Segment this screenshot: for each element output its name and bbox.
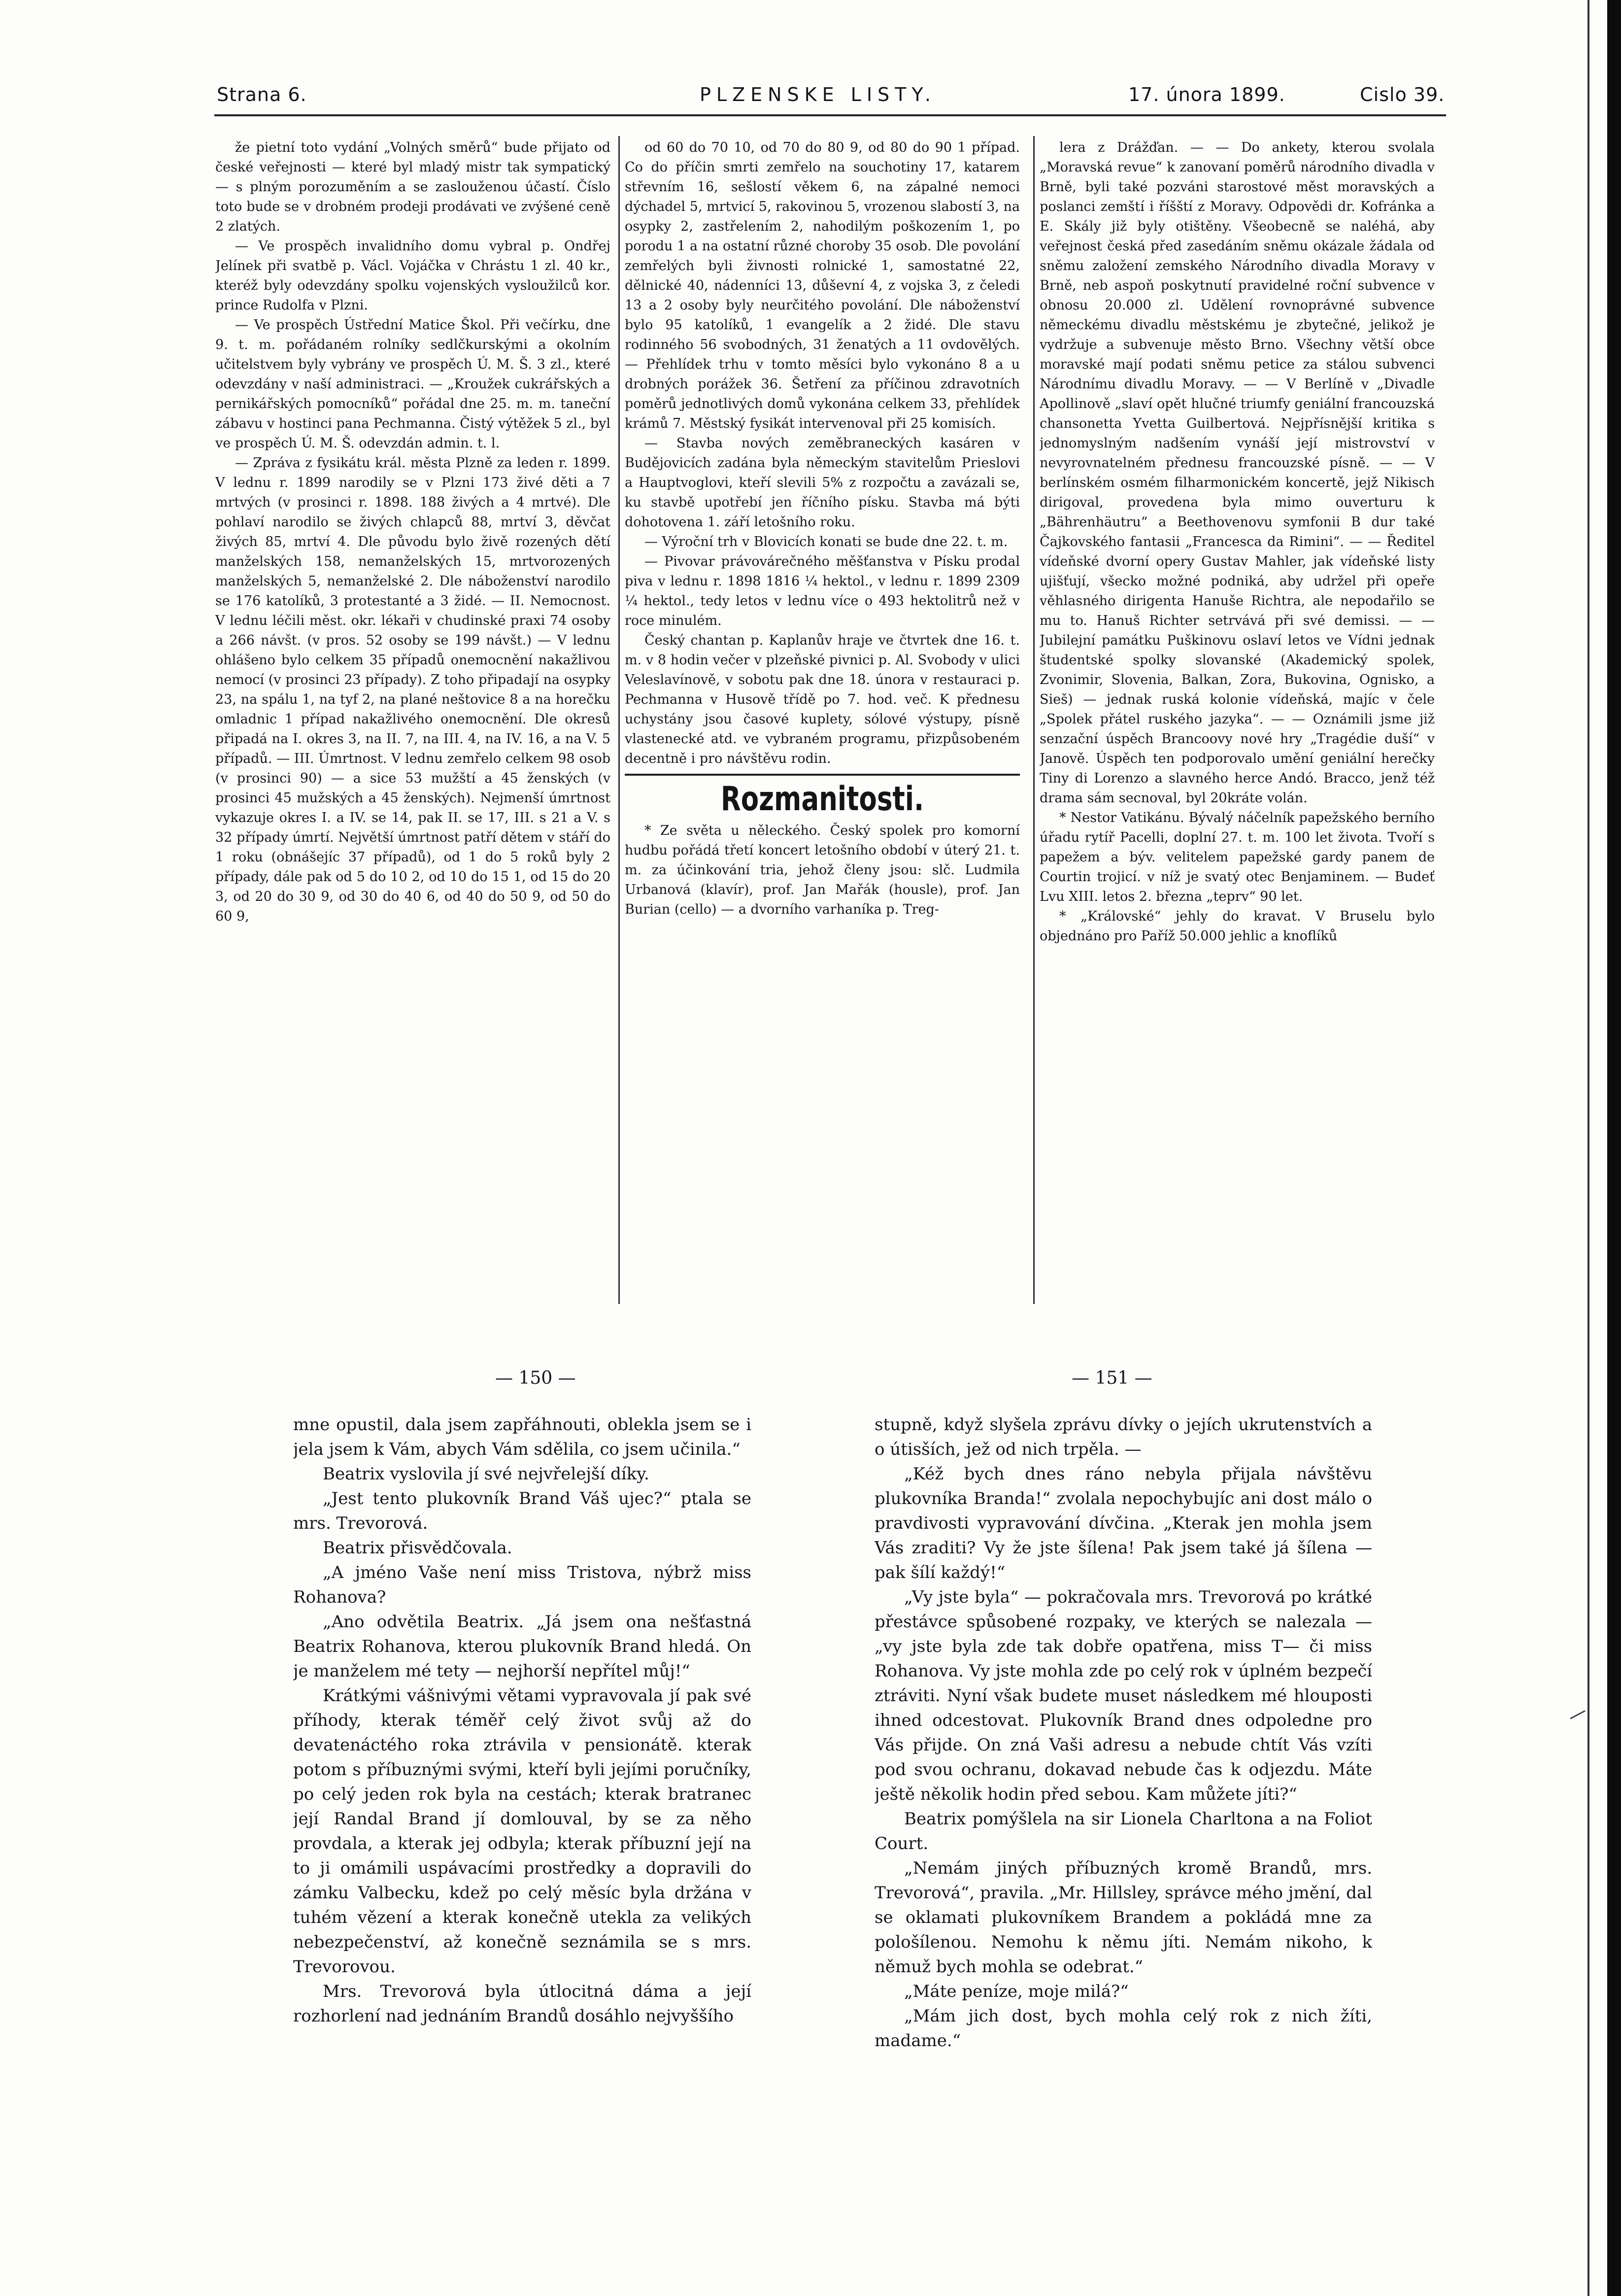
book-paragraph: Beatrix přisvědčovala. — [323, 1538, 512, 1558]
column-divider — [618, 136, 620, 1304]
newspaper-title: PLZENSKE LISTY. — [700, 84, 936, 105]
news-paragraph: — Zpráva z fysikátu král. města Plzně za leden r. 1899. V lednu r. 1899 narodily se v Plzni 173 živé děti a 7 mrtvých (v prosinci r. 1898. 188 živých a 4 mrtvé). Dle pohlaví narodilo se živých chlapců 88, mrtví 3, děvčat živých 85, mrtví 4. Dle původu bylo živě rozených dětí manželských 158, nemanželských 15, mrtvorozených manželských 5, nemanželské 2. Dle náboženství narodilo se 176 katolíků, 3 protestanté a 3 židé. — II. Nemocnost. V lednu léčili měst. okr. lékaři v chudinské praxi 74 osoby a 266 návšt. (v pros. 52 osoby se 199 návšt.) — V lednu ohlášeno bylo celkem 35 případů onemocnění nakažlivou nemocí (v prosinci 23 případy). Z toho připadají na osypky 23, na spálu 1, na tyf 2, na plané neštovice 8 a na horečku omladnic 1 případ nakažlivého onemocnění. Dle okresů připadá na I. okres 3, na II. 7, na III. 4, na IV. 16, a na V. 5 případů. — III. Úmrtnost. V lednu zemřelo celkem 98 osob (v prosinci 90) — a sice 53 mužští a 45 ženských (v prosinci 45 mužských a 45 ženských). Nejmenší úmrtnost vykazuje okres I. a IV. se 14, pak II. se 17, III. s 21 a V. s 32 případy úmrtí. Největší úmrtnost patří dětem v stáří do 1 roku (obnášejíc 37 případů), od 1 do 5 roků byly 2 případy, dále pak od 5 do 10 2, od 10 do 15 1, od 15 do 20 3, od 20 do 30 9, od 30 do 40 6, od 40 do 50 9, od 50 do 60 9, — [215, 455, 610, 924]
scan-dark-edge — [1607, 0, 1621, 2296]
news-paragraph: * „Královské“ jehly do kravat. V Bruselu bylo objednáno pro Paříž 50.000 jehlic a knoflíků — [1040, 909, 1435, 944]
header-rule — [214, 114, 1446, 116]
book-paragraph: stupně, když slyšela zprávu dívky o jejích ukrutenstvích a o útisších, jež od nich trpěla. — — [875, 1415, 1372, 1459]
news-paragraph: * Nestor Vatikánu. Bývalý náčelník papežského berního úřadu rytíř Pacelli, doplní 27. t. m. 100 let života. Tvoří s papežem a býv. velitelem papežské gardy panem de Courtin trojicí. v níž je svatý otec Benjaminem. — Budeť Lvu XIII. letos 2. března „teprv“ 90 let. — [1040, 810, 1435, 904]
section-rule — [625, 774, 1020, 776]
book-paragraph: mne opustil, dala jsem zapřáhnouti, oblekla jsem se i jela jsem k Vám, abych Vám sdělila, co jsem učinila.“ — [293, 1415, 751, 1459]
news-paragraph: — Pivovar právovárečného měšťanstva v Písku prodal piva v lednu r. 1898 1816 ¼ hektol., v lednu r. 1899 2309 ¼ hektol., tedy letos v lednu více o 493 hektolitrů než v roce minulém. — [625, 554, 1020, 628]
scan-edge-line — [1587, 0, 1589, 2296]
newspaper-header — [217, 84, 1449, 113]
book-page-left — [293, 1412, 751, 2206]
book-page-number-right: — 151 — — [1072, 1368, 1152, 1388]
book-paragraph: „Máte peníze, moje milá?“ — [904, 1982, 1129, 2001]
book-paragraph: „Jest tento plukovník Brand Váš ujec?“ ptala se mrs. Trevorová. — [293, 1489, 751, 1533]
book-paragraph: „Ano odvětila Beatrix. „Já jsem ona nešťastná Beatrix Rohanova, kterou plukovník Brand hledá. On je manželem mé tety — nejhorší nepřítel můj!“ — [293, 1612, 751, 1681]
news-paragraph: od 60 do 70 10, od 70 do 80 9, od 80 do 90 1 případ. Co do příčin smrti zemřelo na souchotiny 17, katarem střevním 16, sešlostí věkem 6, na zápalné nemoci dýchadel 5, mrtvicí 5, rakovinou 5, vrozenou slabostí 3, na osypky 2, zastřelením 2, nahodilým poškozením 1, po porodu 1 a na ostatní různé choroby 35 osob. Dle povolání zemřelých byli živnosti rolnické 1, samostatné 22, dělnické 40, nádenníci 13, důševní 4, z vojska 3, z čeledi 13 a 2 osoby byly neurčitého povolání. Dle náboženství bylo 95 katolíků, 1 evangelík a 2 židé. Dle stavu rodinného 56 svobodných, 31 ženatých a 11 ovdovělých. — Přehlídek trhu v tomto měsíci bylo vykonáno 8 a u drobných porážek 36. Šetření za příčinou zdravotních poměrů jednotlivých domů vykonána celkem 33, přehlídek krámů 7. Městský fysikát intervenoval při 25 komisích. — [625, 140, 1020, 431]
book-paragraph: Beatrix vyslovila jí své nejvřelejší díky. — [323, 1464, 649, 1484]
book-page-right — [875, 1412, 1372, 2206]
book-paragraph: Krátkými vášnivými větami vypravovala jí pak své příhody, kterak téměř celý život svůj až do devatenáctého roka ztrávila v pensionátě. kterak potom s příbuznými svými, kteří byli jejími poručníky, po celý jeden rok byla na cestách; kterak bratranec její Randal Brand jí domlouval, by se za něho provdala, a kterak jej odbyla; kterak příbuzní její na to ji omámili uspávacími prostředky a dopravili do zámku Valbecku, kdež po celý měsíc byla držána v tuhém vězení a kterak konečně utekla za velikých nebezpečenství, až konečně seznámila se s mrs. Trevorovou. — [293, 1686, 751, 1977]
book-paragraph: „Nemám jiných příbuzných kromě Brandů, mrs. Trevorová“, pravila. „Mr. Hillsley, správce mého jmění, dal se oklamati plukovníkem Brandem a pokládá mne za pološílenou. Nemohu k němu jíti. Nemám nikoho, k němuž bych mohla se odebrat.“ — [875, 1858, 1372, 1977]
news-column-3 — [1040, 138, 1435, 1321]
section-heading: Rozmanitosti. — [720, 780, 924, 819]
news-paragraph: — Stavba nových zeměbraneckých kasáren v Budějovicích zadána byla německým stavitelům Prieslovi a Hauptvoglovi, kteří slevili 5% z rozpočtu a zavázali se, ku stavbě upotřebí jen říčního písku. Stavba má býti dohotovena 1. září letošního roku. — [625, 436, 1020, 530]
book-paragraph: „Mám jich dost, bych mohla celý rok z nich žíti, madame.“ — [875, 2006, 1372, 2051]
news-paragraph: * Ze světa u něleckého. Český spolek pro komorní hudbu pořádá třetí koncert letošního období v úterý 21. t. m. za účinkování tria, jehož členy jsou: slč. Ludmila Urbanová (klavír), prof. Jan Mařák (housle), prof. Jan Burian (cello) — a dvorního varhaníka p. Treg- — [625, 823, 1020, 917]
book-paragraph: „Kéž bych dnes ráno nebyla přijala návštěvu plukovníka Branda!“ zvolala nepochybujíc ani dost málo o pravdivosti vypravování dívčina. „Kterak jen mohla jsem Vás zraditi? Vy že jste šílena! Pak jsem také já šílena — pak šílí každý!“ — [875, 1464, 1372, 1582]
book-page-number-left: — 150 — — [495, 1368, 576, 1388]
news-paragraph: — Ve prospěch invalidního domu vybral p. Ondřej Jelínek při svatbě p. Václ. Vojáčka v Chrástu 1 zl. 40 kr., kteréž byly odevzdány spolku vojenských vysloužilců kor. prince Rudolfa v Plzni. — [215, 239, 610, 313]
news-paragraph: — Ve prospěch Ústřední Matice Škol. Při večírku, dne 9. t. m. pořádaném rolníky sedlčkurskými a okolním učitelstvem byly vybrány ve prospěch Ú. M. Š. 3 zl., které odevzdány v naší administraci. — „Kroužek cukrářských a pernikářských pomocníků“ pořádal dne 25. m. m. taneční zábavu v hostinci pana Pechmanna. Čistý výtěžek 5 zl., byl ve prospěch Ú. M. Š. odevzdán admin. t. l. — [215, 317, 610, 451]
news-paragraph: lera z Drážďan. — — Do ankety, kterou svolala „Moravská revue“ k zanovaní poměrů národního divadla v Brně, byli také pozváni starostové měst moravských a poslanci zemští i říšští z Moravy. Odpovědi dr. Kofránka a E. Skály již byly otištěny. Všeobecně se naléhá, aby veřejnost česká před zasedáním sněmu okázale žádala od sněmu založení zemského Národního divadla Moravy v Brně, neb aspoň poskytnutí pravidelné roční subvence v obnosu 20.000 zl. Udělení rovnoprávné subvence německému divadlu městskému je zbytečné, jelikož je vydržuje a subvenuje město Brno. Všechny větší obce moravské mají podati sněmu petice za stálou subvenci Národnímu divadlu Moravy. — — V Berlíně v „Divadle Apollinově „slaví opět hlučné triumfy geniální francouzská chansonetta Yvetta Guilbertová. Nejpřísnější kritika s jednomyslným nadšením vynáší její mistrovství v nevyrovnatelném přednesu francouzské písně. — — V berlínském osmém filharmonickém koncertě, jejž Nikisch dirigoval, provedena byla mimo ouverturu k „Bährenhäutru“ a Beethovenovu symfonii B dur také Čajkovského fantasii „Francesca da Rimini“. — — Ředitel vídeňské dvorní opery Gustav Mahler, jak vídeňské listy ujišťují, všecko možné podniká, aby udržel při opeře věhlasného dirigenta Hanuše Richtra, ale nepodařilo se mu to. Hanuš Richter setrvává při své demissi. — — Jubilejní památku Puškinovu oslaví letos ve Vídni jednak študentské spolky slovanské (Akademický spolek, Zvonimir, Slovenia, Balkan, Zora, Bukovina, Ognisko, a Sieš) — jednak ruská kolonie vídeňská, majíc v čele „Spolek přátel ruského jazyka“. — — Oznámili jsme již senzační úspěch Brancoovy nové hry „Tragédie duší“ v Janově. Úspěch ten podporovalo umění geniální herečky Tiny di Lorenzo a slavného herce Andó. Bracco, jenž též drama sám secnoval, byl 20kráte volán. — [1040, 140, 1435, 806]
book-paragraph: „A jméno Vaše není miss Tristova, nýbrž miss Rohanova? — [293, 1563, 751, 1607]
news-column-2 — [625, 138, 1020, 1321]
book-paragraph: Beatrix pomýšlela na sir Lionela Charltona a na Foliot Court. — [875, 1809, 1372, 1853]
book-paragraph: Mrs. Trevorová byla útlocitná dáma a její rozhorlení nad jednáním Brandů dosáhlo nejvyššího — [293, 1982, 751, 2026]
page-label: Strana 6. — [217, 84, 307, 105]
news-paragraph: že pietní toto vydání „Volných směrů“ bude přijato od české veřejnosti — které byl mladý mistr tak sympatický — s plným porozuměním a se zaslouženou účastí. Číslo toto bude se v drobném prodeji prodávati ve zvýšené ceně 2 zlatých. — [215, 140, 610, 234]
column-divider — [1033, 136, 1035, 1304]
book-paragraph: „Vy jste byla“ — pokračovala mrs. Trevorová po krátké přestávce spůsobené rozpaky, ve kterých se nalezala — „vy jste byla zde tak dobře opatřena, miss T— či miss Rohanova. Vy jste mohla zde po celý rok v úplném bezpečí ztráviti. Nyní však budete muset následkem mé hlouposti ihned odcestovat. Plukovník Brand dnes odpoledne pro Vás přijde. On zná Vaši adresu a nebude chtít Vás vzíti pod svou ochranu, dokavad nebude čas k odjezdu. Máte ještě několik hodin před sebou. Kam můžete jíti?“ — [875, 1587, 1372, 1804]
news-paragraph: — Výroční trh v Blovicích konati se bude dne 22. t. m. — [644, 534, 1008, 549]
news-paragraph: Český chantan p. Kaplanův hraje ve čtvrtek dne 16. t. m. v 8 hodin večer v plzeňské pivnici p. Al. Svobody v ulici Veleslavínově, v sobotu pak dne 18. února v restauraci p. Pechmanna v Husově třídě po 7. hod. več. K přednesu uchystány jsou časové kuplety, sólové výstupy, písně vlastenecké atd. ve vybraném programu, přizpůsobeném decentně i pro návštěvu rodin. — [625, 633, 1020, 766]
issue-date: 17. února 1899. — [1128, 84, 1285, 105]
issue-number: Cislo 39. — [1360, 84, 1445, 105]
news-column-1 — [215, 138, 610, 1321]
